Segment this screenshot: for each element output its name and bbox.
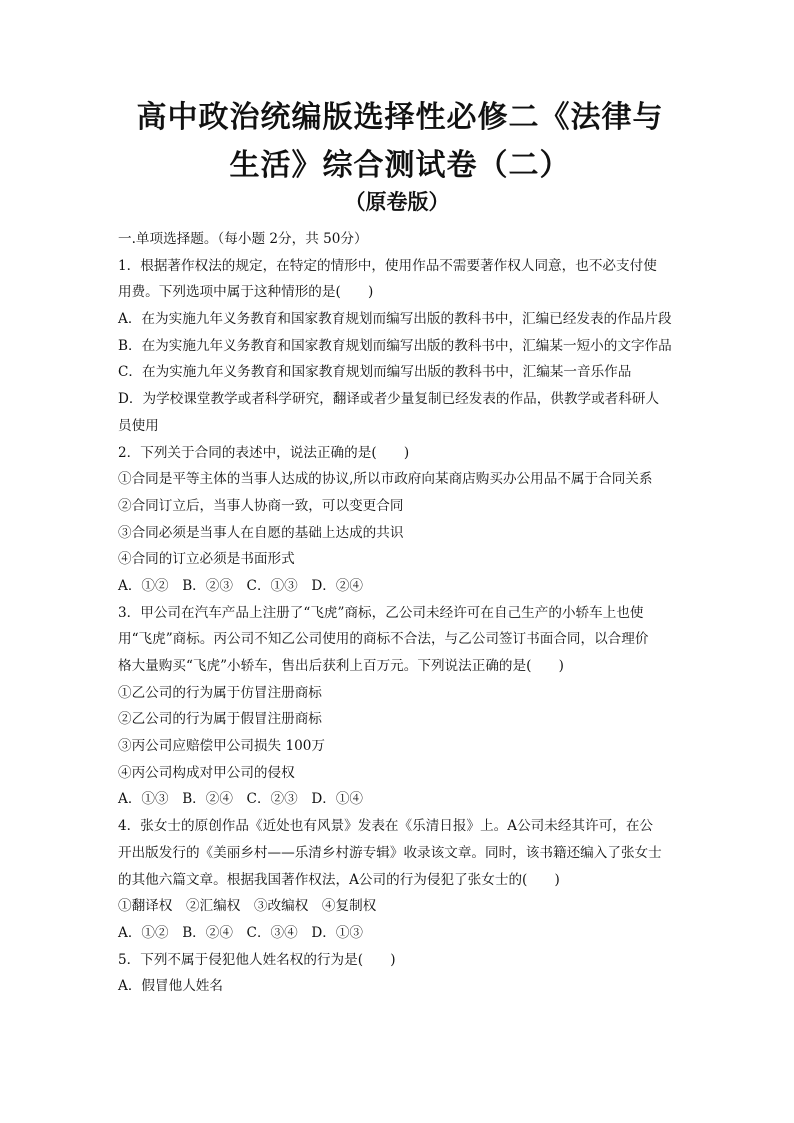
q2-stem: 2．下列关于合同的表述中，说法正确的是( ) bbox=[118, 444, 410, 461]
q1-option-b: B．在为实施九年义务教育和国家教育规划而编写出版的教科书中，汇编某一短小的文字作品 bbox=[118, 337, 672, 354]
q3-stem-line-3: 格大量购买“飞虎”小轿车，售出后获利上百万元。下列说法正确的是( ) bbox=[118, 658, 564, 674]
document-body bbox=[118, 226, 683, 1000]
q4-choices: A．①② B．②④ C．③④ D．①③ bbox=[118, 924, 364, 941]
section-heading: 一.单项选择题。（每小题 2分，共 50分） bbox=[118, 231, 368, 247]
q4-stem-line-3: 的其他六篇文章。根据我国著作权法，A公司的行为侵犯了张女士的( ) bbox=[118, 871, 560, 888]
q4-stem-line-2: 开出版发行的《美丽乡村——乐清乡村游专辑》收录该文章。同时，该书籍还编入了张女士 bbox=[118, 844, 662, 861]
q4-items: ①翻译权 ②汇编权 ③改编权 ④复制权 bbox=[118, 898, 377, 915]
q2-item-1: ①合同是平等主体的当事人达成的协议,所以市政府向某商店购买办公用品不属于合同关系 bbox=[118, 471, 653, 488]
q3-item-3: ③丙公司应赔偿甲公司损失 100万 bbox=[118, 738, 325, 755]
q1-option-c: C．在为实施九年义务教育和国家教育规划而编写出版的教科书中，汇编某一音乐作品 bbox=[118, 364, 632, 381]
document-subtitle: （原卷版） bbox=[344, 189, 450, 214]
q3-item-2: ②乙公司的行为属于假冒注册商标 bbox=[118, 711, 322, 728]
q2-item-4: ④合同的订立必须是书面形式 bbox=[118, 551, 295, 568]
q3-item-4: ④丙公司构成对甲公司的侵权 bbox=[118, 764, 295, 781]
q1-option-d-line-2: 员使用 bbox=[118, 417, 159, 434]
q2-item-3: ③合同必须是当事人在自愿的基础上达成的共识 bbox=[118, 524, 404, 541]
q3-choices: A．①③ B．②④ C．②③ D．①④ bbox=[118, 791, 364, 808]
title-line-1: 高中政治统编版选择性必修二《法律与 bbox=[136, 100, 664, 135]
q1-option-a: A．在为实施九年义务教育和国家教育规划而编写出版的教科书中，汇编已经发表的作品片段 bbox=[118, 311, 672, 328]
q3-stem-line-1: 3．甲公司在汽车产品上注册了“飞虎”商标，乙公司未经许可在自己生产的小轿车上也使 bbox=[118, 604, 644, 621]
q3-stem-line-2: 用“飞虎”商标。丙公司不知乙公司使用的商标不合法，与乙公司签订书面合同，以合理价 bbox=[118, 631, 649, 648]
q3-item-1: ①乙公司的行为属于仿冒注册商标 bbox=[118, 684, 322, 701]
q2-item-2: ②合同订立后，当事人协商一致，可以变更合同 bbox=[118, 497, 404, 514]
document-title bbox=[110, 98, 690, 186]
q5-stem: 5．下列不属于侵犯他人姓名权的行为是( ) bbox=[118, 951, 396, 968]
q1-stem-line-2: 用费。下列选项中属于这种情形的是( ) bbox=[118, 284, 374, 301]
q1-stem-line-1: 1．根据著作权法的规定，在特定的情形中，使用作品不需要著作权人同意，也不必支付使 bbox=[118, 257, 657, 274]
q2-choices: A．①② B．②③ C．①③ D．②④ bbox=[118, 577, 364, 594]
q1-option-d-line-1: D．为学校课堂教学或者科学研究，翻译或者少量复制已经发表的作品，供教学或者科研人 bbox=[118, 391, 660, 408]
q4-stem-line-1: 4．张女士的原创作品《近处也有风景》发表在《乐清日报》上。A公司未经其许可，在公 bbox=[118, 818, 654, 835]
q5-option-a: A．假冒他人姓名 bbox=[118, 978, 223, 995]
title-line-2: 生活》综合测试卷（二） bbox=[229, 148, 571, 183]
